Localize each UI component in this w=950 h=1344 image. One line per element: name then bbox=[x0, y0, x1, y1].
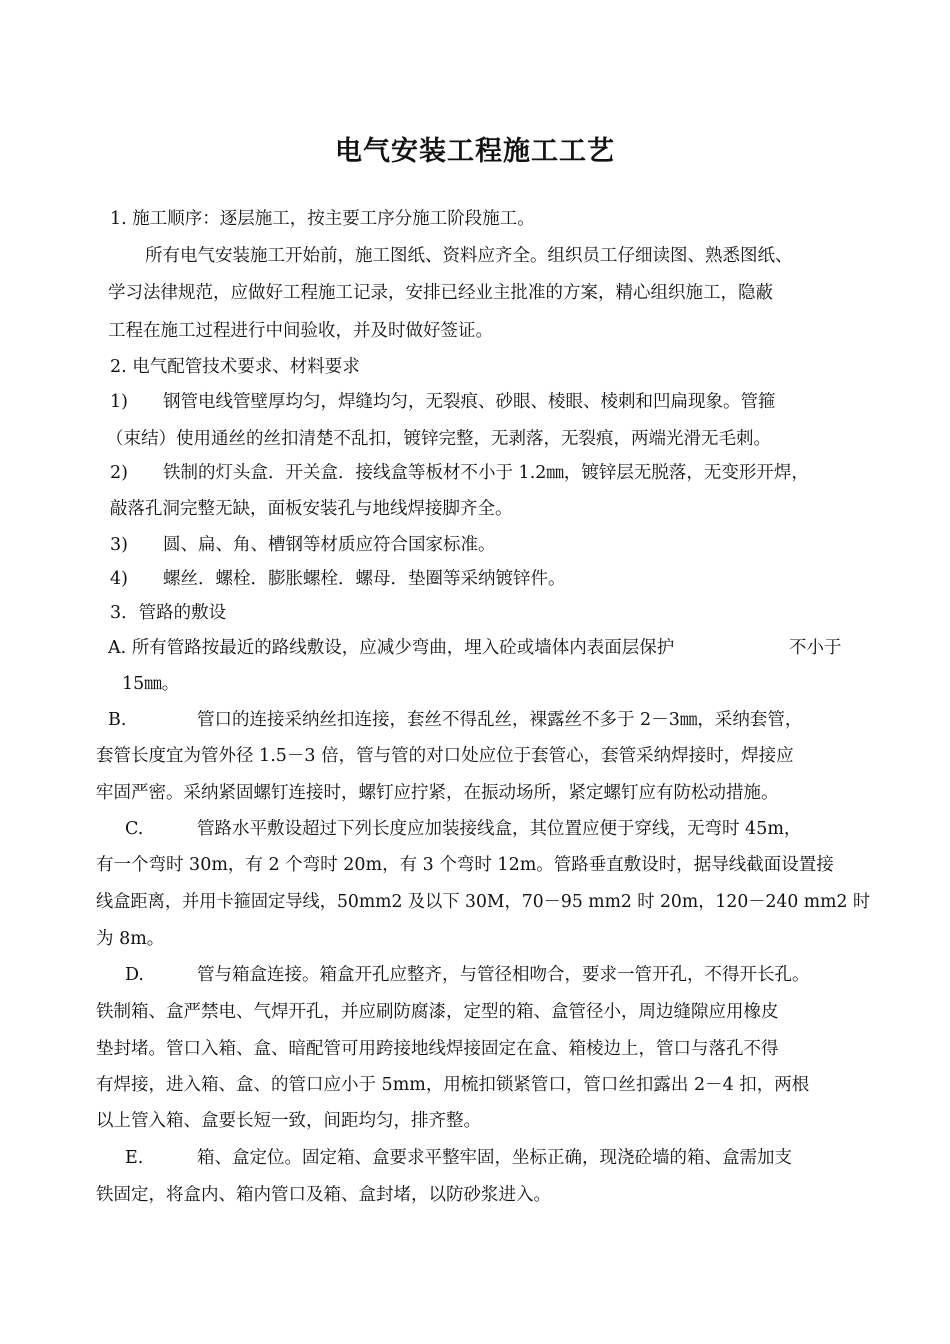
item-b-text: 管口的连接采纳丝扣连接，套丝不得乱丝，裸露丝不多于 2－3㎜，采纳套管， bbox=[197, 710, 803, 730]
item-d-text: 以上管入箱、盒要长短一致，间距均匀，排齐整。 bbox=[96, 1111, 481, 1131]
section-2-heading: 2. 电气配管技术要求、材料要求 bbox=[110, 357, 360, 377]
section-3-heading: 3．管路的敷设 bbox=[110, 603, 227, 623]
item-marker-d: D. bbox=[125, 965, 144, 985]
item-a-text: 15㎜。 bbox=[122, 674, 180, 694]
item-marker-b: B. bbox=[108, 710, 127, 730]
item-e-text: 铁固定，将盒内、箱内管口及箱、盒封堵，以防砂浆进入。 bbox=[96, 1185, 551, 1205]
item-b-text: 牢固严密。采纳紧固螺钉连接时，螺钉应拧紧，在振动场所，紧定螺钉应有防松动措施。 bbox=[96, 783, 779, 803]
item-e-text: 箱、盒定位。固定箱、盒要求平整牢固，坐标正确，现浇砼墙的箱、盒需加支 bbox=[197, 1148, 792, 1168]
item-c-text: 线盒距离，并用卡箍固定导线，50mm2 及以下 30M，70－95 mm2 时 20m，120－240 mm2 时 bbox=[96, 892, 871, 912]
paragraph-line: 工程在施工过程进行中间验收，并及时做好签证。 bbox=[108, 321, 493, 341]
list-item-text: （束结）使用通丝的丝扣清楚不乱扣，镀锌完整，无剥落，无裂痕，两端光滑无毛刺。 bbox=[106, 429, 771, 449]
item-d-text: 管与箱盒连接。箱盒开孔应整齐，与管径相吻合，要求一管开孔，不得开长孔。 bbox=[197, 965, 810, 985]
list-marker: 4) bbox=[110, 569, 128, 589]
list-item-text: 铁制的灯头盒．开关盒．接线盒等板材不小于 1.2㎜，镀锌层无脱落，无变形开焊， bbox=[163, 463, 809, 483]
item-c-text: 有一个弯时 30m，有 2 个弯时 20m，有 3 个弯时 12m。管路垂直敷设时，据导线截面设置接 bbox=[96, 855, 834, 875]
list-item-text: 敲落孔洞完整无缺，面板安装孔与地线焊接脚齐全。 bbox=[110, 499, 513, 519]
item-a-text-tail: 不小于 bbox=[789, 638, 842, 658]
paragraph-line: 所有电气安装施工开始前，施工图纸、资料应齐全。组织员工仔细读图、熟悉图纸、 bbox=[145, 246, 793, 266]
list-marker: 3) bbox=[110, 535, 128, 555]
item-marker-c: C. bbox=[125, 819, 144, 839]
list-marker: 1) bbox=[110, 392, 128, 412]
list-item-text: 螺丝．螺栓．膨胀螺栓．螺母．垫圈等采纳镀锌件。 bbox=[163, 569, 566, 589]
item-a-text: A. 所有管路按最近的路线敷设，应减少弯曲，埋入砼或墙体内表面层保护 bbox=[108, 638, 675, 658]
item-d-text: 铁制箱、盒严禁电、气焊开孔，并应刷防腐漆，定型的箱、盒管径小，周边缝隙应用橡皮 bbox=[96, 1002, 779, 1022]
item-c-text: 管路水平敷设超过下列长度应加装接线盒，其位置应便于穿线，无弯时 45m， bbox=[197, 819, 802, 839]
page-title: 电气安装工程施工工艺 bbox=[335, 136, 615, 167]
item-marker-e: E. bbox=[125, 1148, 144, 1168]
list-marker: 2) bbox=[110, 463, 128, 483]
item-c-text: 为 8m。 bbox=[96, 929, 165, 949]
paragraph-line: 学习法律规范，应做好工程施工记录，安排已经业主批准的方案，精心组织施工，隐蔽 bbox=[108, 283, 773, 303]
item-b-text: 套管长度宜为管外径 1.5－3 倍，管与管的对口处应位于套管心，套管采纳焊接时，焊接应 bbox=[96, 746, 794, 766]
item-d-text: 有焊接，进入箱、盒、的管口应小于 5mm，用梳扣锁紧管口，管口丝扣露出 2－4 扣，两根 bbox=[96, 1075, 810, 1095]
list-item-text: 钢管电线管壁厚均匀，焊缝均匀，无裂痕、砂眼、棱眼、棱刺和凹扁现象。管箍 bbox=[163, 392, 776, 412]
item-d-text: 垫封堵。管口入箱、盒、暗配管可用跨接地线焊接固定在盒、箱棱边上，管口与落孔不得 bbox=[96, 1039, 779, 1059]
list-item-text: 圆、扁、角、槽钢等材质应符合国家标准。 bbox=[163, 535, 496, 555]
section-1-heading: 1. 施工顺序：逐层施工，按主要工序分施工阶段施工。 bbox=[110, 209, 535, 229]
